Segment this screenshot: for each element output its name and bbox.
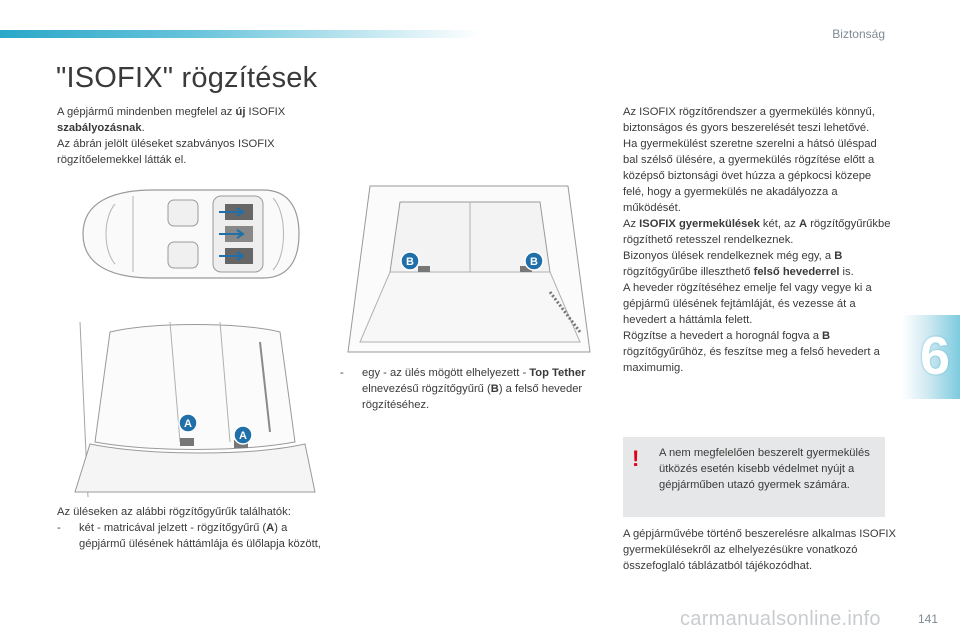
final-note: A gépjárművébe történő beszerelésre alkalmas ISOFIX gyermekülésekről az elhelyezésükre vonatkozó összefoglaló táblázatból tájékozódhat. (623, 528, 896, 572)
text: rögzítőgyűrűhöz, és feszítse meg a felső hevedert a maximumig. (623, 346, 880, 374)
section-header: Biztonság (832, 27, 885, 41)
seat-anchor-illustration (70, 322, 318, 497)
bold-text: ISOFIX gyermekülések (639, 218, 760, 230)
bullet-dash: - (57, 522, 61, 534)
bold-text: B (834, 250, 843, 262)
bullet-dash: - (340, 367, 344, 379)
paragraph (623, 216, 893, 248)
list-text: egy - az ülés mögött elhelyezett - (362, 367, 530, 379)
intro-paragraph (57, 104, 322, 168)
paragraph (623, 328, 893, 376)
intro-bold-new: új (235, 106, 246, 118)
warning-icon: ! (632, 446, 640, 471)
list-item-text (362, 365, 605, 413)
text: rögzítőgyűrűbe illeszthető (623, 266, 754, 278)
car-topview-illustration (73, 182, 305, 286)
bold-text: felső hevederrel (753, 266, 840, 278)
warning-text: A nem megfelelően beszerelt gyermekülés ütközés esetén kisebb védelmet nyújt a gépjárműben utazó gyermek számára. (659, 447, 870, 491)
text: Rögzítse a hevedert a horognál fogva a (623, 330, 823, 342)
intro-line-2: Az ábrán jelölt üléseket szabványos ISOFIX rögzítőelemekkel látták el. (57, 138, 275, 166)
list-text: ) a gépjármű ülésének háttámlája és ülőlapja között, (79, 522, 321, 550)
list-bold: Top Tether (529, 367, 586, 379)
warning-box (623, 437, 885, 517)
intro-bold-regulation: szabályozásnak (57, 122, 142, 134)
paragraph: Az ISOFIX rögzítőrendszer a gyermekülés könnyű, biztonságos és gyors beszerelését teszi lehetővé. (623, 106, 875, 134)
watermark: carmanualsonline.info (680, 608, 881, 630)
anchor-a-label: A (184, 418, 192, 430)
bold-text: B (822, 330, 831, 342)
page-title: "ISOFIX" rögzítések (56, 62, 318, 94)
intro-text: . (141, 122, 145, 134)
anchor-a-label: A (239, 430, 247, 442)
right-column-text (623, 104, 893, 376)
anchors-intro: Az üléseken az alábbi rögzítőgyűrűk találhatók: (57, 506, 291, 518)
text: rögzítőgyűrűkbe rögzíthető retesszel rendelkeznek. (623, 218, 891, 246)
list-text: ) a felső heveder rögzítéséhez. (362, 383, 583, 411)
paragraph: Ha gyermekülést szeretne szerelni a hátsó üléspad bal szélső ülésére, a gyermekülés rögzítése előtt a középső biztonsági övet húzza a gépkocsi közepe felé, hogy a gyermekülés ne akadályozza a működését. (623, 138, 877, 214)
text: is. (839, 266, 854, 278)
bold-text: A (799, 218, 808, 230)
toptether-description (340, 365, 605, 413)
intro-text: A gépjármű mindenben megfelel az (57, 106, 236, 118)
paragraph (623, 248, 893, 280)
list-item (340, 365, 605, 413)
list-bold: A (266, 522, 275, 534)
boot-toptether-illustration (340, 182, 598, 356)
text: Bizonyos ülések rendelkeznek még egy, a (623, 250, 835, 262)
chapter-number: 6 (919, 326, 950, 386)
page-number: 141 (917, 612, 938, 626)
list-item (57, 520, 325, 552)
anchor-b-label: B (406, 256, 414, 268)
list-bold: B (490, 383, 499, 395)
list-item-text (79, 520, 325, 552)
anchor-b-label: B (530, 256, 538, 268)
anchors-description (57, 504, 325, 552)
list-text: elnevezésű rögzítőgyűrű ( (362, 383, 491, 395)
intro-text: ISOFIX (245, 106, 286, 118)
text: Az (623, 218, 640, 230)
paragraph: A heveder rögzítéséhez emelje fel vagy vegye ki a gépjármű ülésének fejtámláját, és vezesse át a hevedert a háttámla felett. (623, 282, 872, 326)
list-text: két - matricával jelzett - rögzítőgyűrű ( (79, 522, 267, 534)
text: két, az (759, 218, 799, 230)
header-accent-bar (0, 30, 480, 38)
